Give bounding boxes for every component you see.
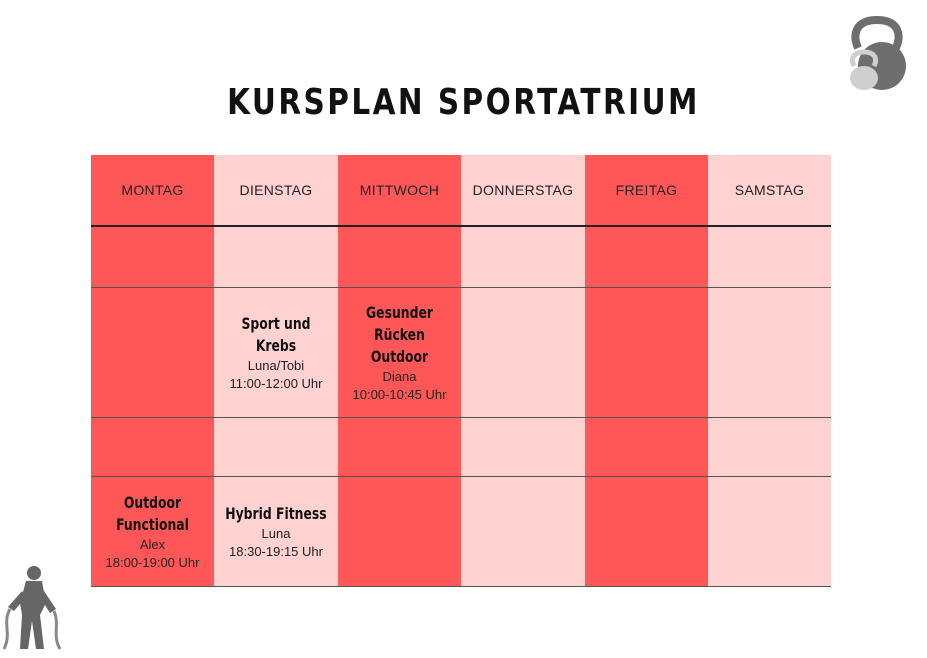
- day-label: DIENSTAG: [239, 182, 313, 198]
- day-header-freitag: [585, 155, 708, 227]
- course-name: Hybrid Fitness: [225, 503, 327, 523]
- slot-empty: [338, 418, 461, 477]
- day-label: MONTAG: [121, 182, 184, 198]
- kettlebell-icon: [844, 14, 910, 94]
- slot-empty: [461, 418, 585, 477]
- course-slot-outdoor-functional: [91, 477, 214, 587]
- slot-empty: [461, 227, 585, 288]
- slot-empty: [214, 418, 338, 477]
- course-trainer: Luna: [261, 525, 291, 541]
- slot-empty: [461, 477, 585, 587]
- slot-empty: [585, 418, 708, 477]
- schedule-grid: [91, 155, 831, 587]
- course-slot-hybrid-fitness: [214, 477, 338, 587]
- day-label: SAMSTAG: [734, 182, 805, 198]
- course-trainer: Luna/Tobi: [247, 357, 305, 373]
- slot-empty: [338, 477, 461, 587]
- day-header-mittwoch: [338, 155, 461, 227]
- slot-empty: [91, 418, 214, 477]
- course-time: 10:00-10:45 Uhr: [352, 386, 447, 402]
- day-header-samstag: [708, 155, 831, 227]
- course-trainer: Alex: [139, 536, 166, 552]
- slot-empty: [585, 227, 708, 288]
- day-header-donnerstag: [461, 155, 585, 227]
- course-time: 11:00-12:00 Uhr: [229, 375, 323, 391]
- day-header-montag: [91, 155, 214, 227]
- slot-empty: [338, 227, 461, 288]
- slot-empty: [708, 418, 831, 477]
- page-title: KURSPLAN SPORTATRIUM: [227, 82, 700, 123]
- course-time: 18:30-19:15 Uhr: [229, 543, 323, 559]
- course-slot-sport-und-krebs: [214, 288, 338, 418]
- slot-empty: [708, 477, 831, 587]
- slot-empty: [708, 288, 831, 418]
- slot-empty: [91, 288, 214, 418]
- slot-empty: [585, 477, 708, 587]
- day-label: DONNERSTAG: [472, 182, 574, 198]
- slot-empty: [214, 227, 338, 288]
- course-time: 18:00-19:00 Uhr: [105, 554, 200, 570]
- day-label: MITTWOCH: [359, 182, 440, 198]
- day-header-dienstag: [214, 155, 338, 227]
- course-name: Sport und Krebs: [241, 313, 311, 355]
- course-name: Outdoor Functional: [116, 492, 189, 534]
- course-name: Gesunder Rücken Outdoor: [366, 302, 433, 366]
- course-slot-gesunder-ruecken: [338, 288, 461, 418]
- slot-empty: [91, 227, 214, 288]
- course-trainer: Diana: [382, 368, 417, 384]
- slot-empty: [708, 227, 831, 288]
- slot-empty: [461, 288, 585, 418]
- battle-rope-athlete-icon: [0, 563, 66, 653]
- day-label: FREITAG: [615, 182, 678, 198]
- slot-empty: [585, 288, 708, 418]
